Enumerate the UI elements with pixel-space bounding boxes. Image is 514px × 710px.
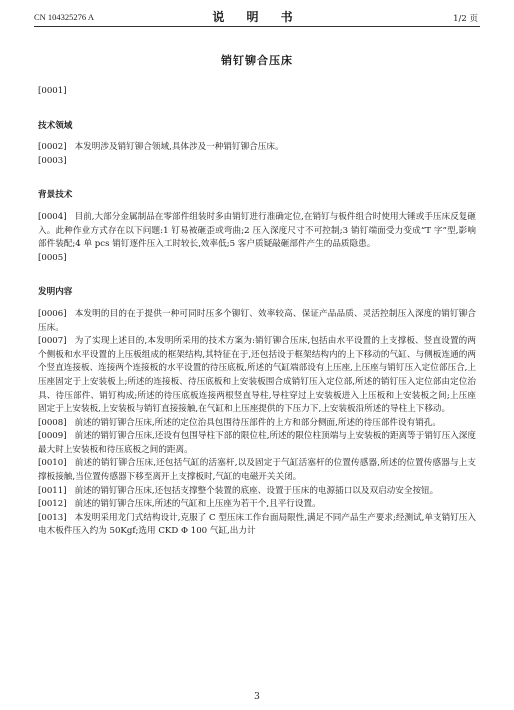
paragraph-number: [0010] (38, 458, 67, 469)
paragraph-number: [0011] (38, 485, 67, 496)
paragraph-0005 (38, 252, 476, 266)
document-title: 销钉铆合压床 (221, 54, 293, 67)
paragraph-number: [0001] (38, 86, 67, 96)
paragraph-0008 (38, 417, 476, 431)
header-title: 说 明 书 (212, 10, 302, 24)
paragraph-text: 本发明的目的在于提供一种可同时压多个铆钉、效率较高、保证产品品质、灵活控制压入深度的销钉铆合压床。 (38, 308, 476, 333)
page-indicator: 1/2 页 (453, 14, 478, 24)
paragraph-text: 前述的销钉铆合压床,还包括气缸的活塞杆,以及固定于气缸活塞杆的位置传感器,所述的位置传感器与上支撑板接触,当位置传感器下移至离开上支撑板时,气缸的电磁开关关闭。 (38, 458, 476, 483)
paragraph-number: [0007] (38, 336, 67, 347)
patent-number: CN 104325276 A (34, 12, 94, 22)
paragraph-0009 (38, 430, 476, 457)
paragraph-0011 (38, 485, 476, 499)
paragraph-text: 本发明涉及销钉铆合领域,具体涉及一种销钉铆合压床。 (74, 142, 284, 153)
paragraph-0004 (38, 211, 476, 252)
body-content (38, 85, 476, 539)
paragraph-number: [0012] (38, 499, 67, 510)
paragraph-0002 (38, 141, 476, 155)
paragraph-number: [0003] (38, 155, 67, 166)
paragraph-0010 (38, 457, 476, 484)
paragraph-number: [0006] (38, 308, 67, 319)
paragraph-text: 前述的销钉铆合压床,还包括支撑整个装置的底座、设置于压床的电源插口以及双启动安全按钮。 (74, 485, 439, 496)
paragraph-0013 (38, 512, 476, 539)
paragraph-number: [0004] (38, 211, 67, 222)
paragraph-text: 目前,大部分金属制品在零部件组装时多由销钉进行准确定位,在销钉与板件组合时使用大锤或手压床反复砸入。此种作业方式存在以下问题:1 钉易被砸歪或弯曲;2 压入深度尺寸不可控制;3 销钉端面受力变成“T 字”型,影响部件装配;4 单 pcs 销钉逐件压入工时较长,效率低;5 客户质疑敲砸部件产生的品质隐患。 (38, 211, 476, 250)
paragraph-number: [0013] (38, 512, 67, 523)
header-rule (34, 26, 480, 27)
paragraph-text: 前述的销钉铆合压床,还设有包围导柱下部的限位柱,所述的限位柱顶端与上安装板的距离等于销钉压入深度最大时上安装板和待压底板之间的距离。 (38, 431, 476, 455)
paragraph-0003 (38, 155, 476, 169)
paragraph-0007 (38, 335, 476, 417)
page-number: 3 (254, 692, 260, 702)
section-heading-technical-field: 技术领域 (38, 120, 73, 131)
paragraph-number: [0005] (38, 252, 67, 263)
section-heading-background: 背景技术 (38, 190, 73, 201)
paragraph-text: 本发明采用龙门式结构设计,克服了 C 型压床工作台面局限性,满足不同产品生产要求;经测试,单支销钉压入电木板件压入约为 50Kgf;选用 CKD Φ 100 气缸,出力计 (38, 512, 476, 537)
paragraph-number: [0009] (38, 431, 67, 442)
paragraph-text: 前述的销钉铆合压床,所述的定位治具包围待压部件的上方和部分侧面,所述的待压部件设有销孔。 (74, 417, 441, 428)
paragraph-0006 (38, 308, 476, 335)
paragraph-text: 前述的销钉铆合压床,所述的气缸和上压座为若干个,且平行设置。 (74, 499, 321, 510)
section-heading-summary: 发明内容 (38, 287, 73, 298)
paragraph-number: [0002] (38, 142, 67, 153)
paragraph-number: [0008] (38, 417, 67, 428)
paragraph-0012 (38, 498, 476, 512)
paragraph-0001 (38, 85, 476, 99)
paragraph-text: 为了实现上述目的,本发明所采用的技术方案为:销钉铆合压床,包括由水平设置的上支撑板、竖直设置的两个侧板和水平设置的上压板组成的框架结构,其特征在于,还包括设于框架结构内的上下移动的气缸、与侧板连通的两个竖直连接板、连接两个连接板的水平设置的待压底板,所述的气缸端部设有上压座,上压座与销钉压入定位部压合,上压座固定于上安装板上;所述的连接板、待压底板和上安装板围合成销钉压入定位部,所述的销钉压入定位部由定位治具、待压部件、销钉构成;所述的待压底板连接两根竖直导柱,导柱穿过上安装板进入上压板和上安装板之间;上压座固定于上安装板,上安装板与销钉直接接触,在气缸和上压座提供的下压力下,上安装板沿所述的导柱上下移动。 (38, 336, 476, 415)
